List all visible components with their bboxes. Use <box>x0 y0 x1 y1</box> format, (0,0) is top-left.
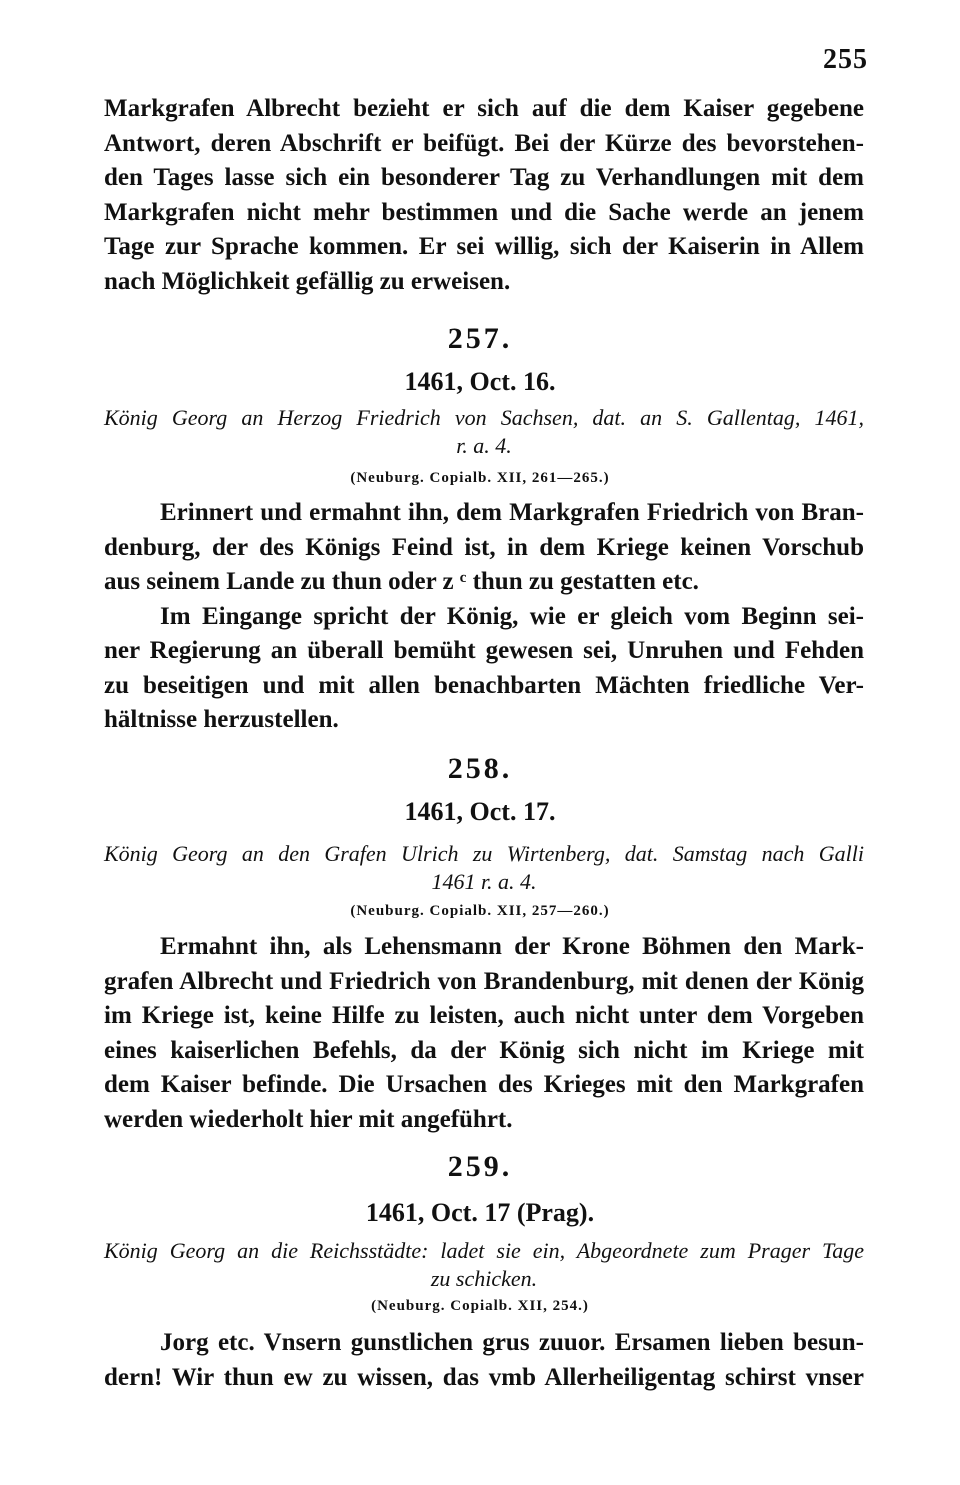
text-line: Markgrafen Albrecht bezieht er sich auf die dem Kaiser gegebene <box>104 95 864 122</box>
text-line: ner Regierung an überall bemüht gewesen sei, Unruhen und Fehden <box>104 637 864 664</box>
entry-body <box>104 496 864 738</box>
regest-line: König Georg an den Grafen Ulrich zu Wirtenberg, dat. Samstag nach Galli <box>104 841 864 866</box>
text-line: dem Kaiser befinde. Die Ursachen des Krieges mit den Markgrafen <box>104 1071 864 1098</box>
entry-number: 259. <box>447 1150 513 1183</box>
text-line: Erinnert und ermahnt ihn, dem Markgrafen Friedrich von Bran- <box>160 499 864 526</box>
entry-regest <box>104 404 864 460</box>
regest-line: r. a. 4. <box>456 433 512 458</box>
regest-line: König Georg an Herzog Friedrich von Sachsen, dat. an S. Gallentag, 1461, <box>104 405 864 430</box>
entry-number: 258. <box>447 752 513 785</box>
text-line: zu beseitigen und mit allen benachbarten Mächten friedliche Ver- <box>104 671 864 699</box>
entry-date: 1461, Oct. 17. <box>404 797 556 826</box>
regest-line: König Georg an die Reichsstädte: ladet sie ein, Abgeordnete zum Prager Tage <box>104 1238 864 1263</box>
entry-source: (Neuburg. Copialb. XII, 257—260.) <box>350 903 610 919</box>
entry-number: 257. <box>447 322 513 355</box>
text-line: dern! Wir thun ew zu wissen, das vmb Allerheiligentag schirst vnser <box>104 1363 864 1391</box>
text-line: Markgrafen nicht mehr bestimmen und die Sache werde an jenem <box>104 198 864 226</box>
text-line: eines kaiserlichen Befehls, da der König sich nicht im Kriege mit <box>104 1036 864 1064</box>
text-line: Antwort, deren Abschrift er beifügt. Bei der Kürze des bevorstehen- <box>104 129 864 157</box>
entry-body <box>104 1326 864 1395</box>
regest-line: 1461 r. a. 4. <box>431 869 537 894</box>
text-line: im Kriege ist, keine Hilfe zu leisten, auch nicht unter dem Vorgeben <box>104 1002 864 1029</box>
text-line: nach Möglichkeit gefällig zu erweisen. <box>104 267 511 295</box>
text-line: hältnisse herzustellen. <box>104 706 339 733</box>
entry-source: (Neuburg. Copialb. XII, 254.) <box>371 1298 589 1314</box>
text-line: den Tages lasse sich ein besonderer Tag zu Verhandlungen mit dem <box>104 164 864 191</box>
entry-date: 1461, Oct. 16. <box>404 367 556 396</box>
text-line: aus seinem Lande zu thun oder z ͨ thun zu gestatten etc. <box>104 568 699 595</box>
entry-source: (Neuburg. Copialb. XII, 261—265.) <box>350 470 610 486</box>
text-line: denburg, der des Königs Feind ist, in dem Kriege keinen Vorschub <box>104 533 864 561</box>
text-line: Jorg etc. Vnsern gunstlichen grus zuuor. Ersamen lieben besun- <box>160 1329 864 1356</box>
entry-date: 1461, Oct. 17 (Prag). <box>365 1198 595 1227</box>
text-line: Tage zur Sprache kommen. Er sei willig, sich der Kaiserin in Allem <box>104 233 864 260</box>
intro-paragraph <box>104 92 864 299</box>
entry-body <box>104 930 864 1137</box>
text-line: werden wiederholt hier mit angeführt. <box>104 1105 513 1133</box>
entry-regest <box>104 840 864 896</box>
entry-regest <box>104 1237 864 1293</box>
page-number: 255 <box>823 44 868 75</box>
text-line: Im Eingange spricht der König, wie er gleich vom Beginn sei- <box>160 602 864 630</box>
text-line: Ermahnt ihn, als Lehensmann der Krone Böhmen den Mark- <box>160 933 864 960</box>
regest-line: zu schicken. <box>430 1266 538 1291</box>
text-line: grafen Albrecht und Friedrich von Brandenburg, mit denen der König <box>104 967 864 995</box>
